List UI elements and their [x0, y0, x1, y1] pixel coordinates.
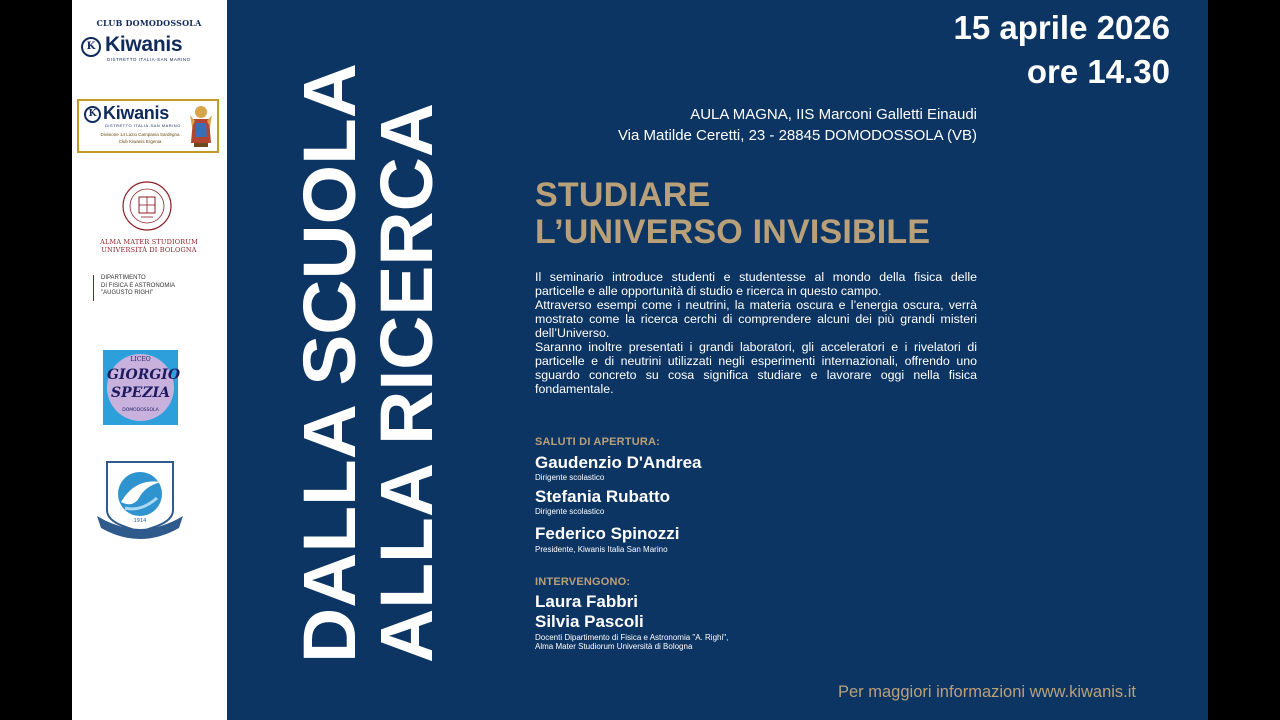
speaker-name: Silvia Pascoli: [535, 612, 644, 631]
greeting-name: Stefania Rubatto: [535, 487, 671, 506]
kiwanis-division-wordmark: Kiwanis: [103, 103, 169, 123]
unibo-name-line2: UNIVERSITÀ DI BOLOGNA: [101, 246, 197, 254]
speaker-name: Laura Fabbri: [535, 592, 638, 611]
vertical-slogan-line1: DALLA SCUOLA: [288, 82, 371, 663]
vertical-slogan-line2: ALLA RICERCA: [365, 110, 448, 663]
kiwanis-division-text: [85, 131, 195, 145]
kiwanis-logo: [79, 33, 201, 66]
greeting-role: Dirigente scolastico: [535, 507, 605, 516]
liceo-top-label: LICEO: [130, 356, 151, 363]
event-poster-panel: [227, 0, 1208, 720]
description-paragraph: Attraverso esempi come i neutrini, la materia oscura e l’energia oscura, verrà mostrato come la ricerca cerchi di comprendere alcuni dei più grandi misteri dell’Universo.: [535, 298, 977, 340]
event-date: 15 aprile 2026: [953, 9, 1170, 46]
unibo-seal-icon: [121, 180, 173, 232]
unibo-logo: [94, 180, 204, 260]
vertical-slogan: [288, 60, 448, 665]
speakers-label: INTERVENGONO:: [535, 576, 631, 588]
iis-marconi-shield-icon: [95, 460, 185, 545]
kiwanis-emblem-icon: K: [84, 106, 101, 123]
event-time: ore 14.30: [1026, 53, 1170, 90]
heraldic-figure-icon: [188, 103, 214, 149]
kiwanis-division-district: DISTRETTO ITALIA-SAN MARINO: [105, 123, 181, 128]
greetings-label: SALUTI DI APERTURA:: [535, 436, 660, 448]
description-paragraph: Il seminario introduce studenti e studentesse al mondo della fisica delle particelle e alle opportunità di studio e ricerca in questo campo.: [535, 270, 977, 298]
venue-name: AULA MAGNA, IIS Marconi Galletti Einaudi: [690, 106, 977, 123]
greeting-name: Gaudenzio D'Andrea: [535, 453, 702, 472]
description-paragraph: Saranno inoltre presentati i grandi laboratori, gli acceleratori e i rivelatori di particelle e di neutrini utilizzati negli esperimenti internazionali, offrendo uno sguardo concreto su cosa significa studiare e lavorare oggi nella fisica fondamentale.: [535, 340, 977, 396]
physics-department-label: [93, 275, 223, 301]
unibo-name: [94, 238, 204, 254]
talk-title-line1: STUDIARE: [535, 176, 711, 214]
kiwanis-wordmark: Kiwanis: [105, 33, 183, 56]
talk-description: [535, 270, 977, 396]
department-line3: "AUGUSTO RIGHI": [101, 290, 154, 296]
talk-title-line2: L’UNIVERSO INVISIBILE: [535, 213, 931, 251]
partner-logos-sidebar: [72, 0, 227, 720]
liceo-spezia-logo: [103, 350, 181, 425]
department-line1: DIPARTIMENTO: [101, 275, 146, 281]
liceo-bottom-label: DOMODOSSOLA: [122, 408, 159, 413]
event-datetime: [954, 6, 1171, 94]
venue-address: Via Matilde Ceretti, 23 - 28845 DOMODOSSOLA (VB): [617, 127, 977, 144]
kiwanis-emblem-icon: K: [81, 37, 101, 57]
department-line2: DI FISICA E ASTRONOMIA: [101, 282, 176, 289]
unibo-name-line1: ALMA MATER STUDIORUM: [100, 238, 198, 246]
more-info-footer: Per maggiori informazioni www.kiwanis.it: [838, 683, 1137, 701]
speakers-role-line2: Alma Mater Studiorum Università di Bologna: [535, 642, 693, 651]
kiwanis-club-label: CLUB DOMODOSSOLA: [96, 18, 202, 28]
svg-text:1914: 1914: [133, 518, 147, 524]
talk-title: [535, 177, 930, 251]
greeting-name: Federico Spinozzi: [535, 524, 680, 543]
liceo-name: GIORGIO SPEZIA: [107, 367, 181, 401]
greeting-role: Dirigente scolastico: [535, 473, 605, 482]
kiwanis-division-line2: Club Kiwanis Ergenia: [118, 139, 162, 144]
liceo-badge: [107, 354, 181, 421]
speakers-role-line1: Docenti Dipartimento di Fisica e Astronomia "A. Righi",: [535, 633, 729, 642]
greeting-role: Presidente, Kiwanis Italia San Marino: [535, 545, 668, 554]
kiwanis-district: DISTRETTO ITALIA-SAN MARINO: [107, 57, 191, 62]
event-venue: [618, 104, 977, 146]
kiwanis-division-line1: Divisione 14 Lazio Campania Sardegna: [100, 132, 180, 137]
kiwanis-division-logo: [77, 99, 219, 153]
